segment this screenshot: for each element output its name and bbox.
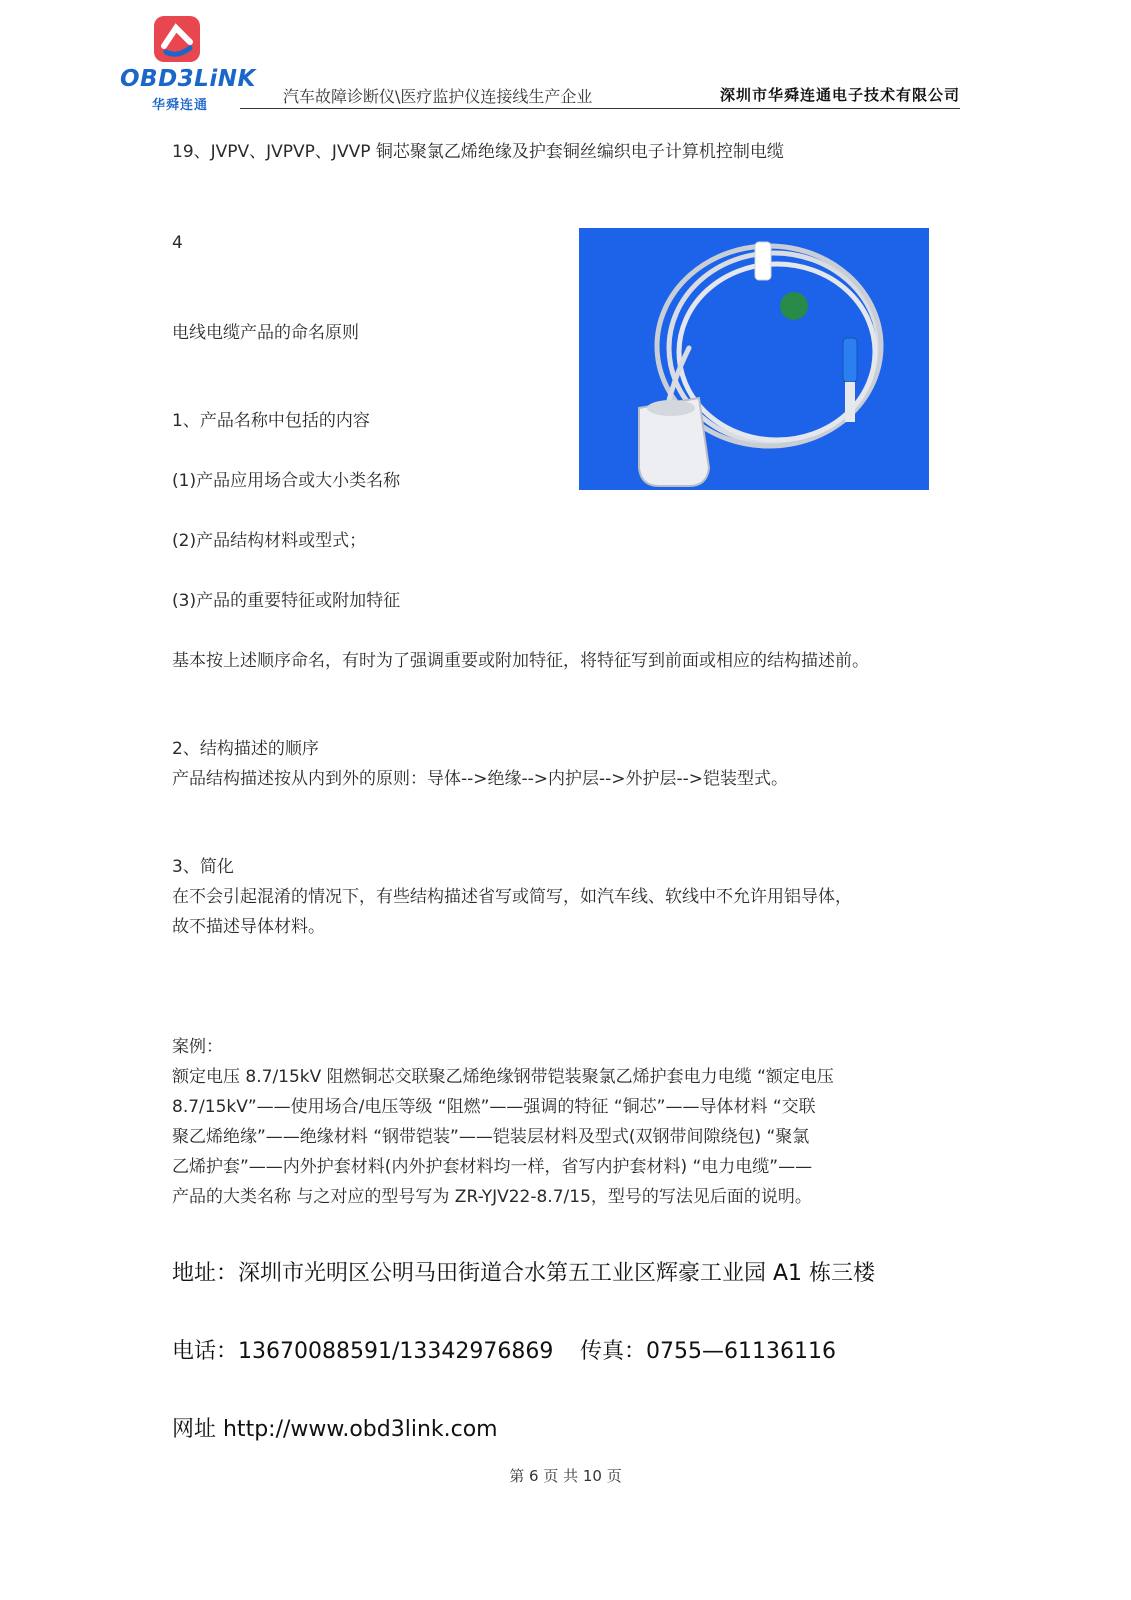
page-number: 第 6 页 共 10 页 xyxy=(509,1467,622,1485)
section-1-heading: 1、产品名称中包括的内容 xyxy=(172,411,370,431)
document-title: 19、JVPV、JVPVP、JVVP 铜芯聚氯乙烯绝缘及护套铜丝编织电子计算机控制电缆 xyxy=(172,142,784,162)
section-1-summary: 基本按上述顺序命名，有时为了强调重要或附加特征，将特征写到前面或相应的结构描述前。 xyxy=(172,651,869,671)
list-item: (1)产品应用场合或大小类名称 xyxy=(172,471,401,491)
section-2-heading: 2、结构描述的顺序 xyxy=(172,739,319,759)
contact-address: 地址：深圳市光明区公明马田街道合水第五工业区辉豪工业园 A1 栋三楼 xyxy=(172,1261,876,1286)
cable-product-photo xyxy=(579,228,929,490)
section-number: 4 xyxy=(172,233,183,253)
list-item: (3)产品的重要特征或附加特征 xyxy=(172,591,401,611)
section-3-line: 在不会引起混淆的情况下，有些结构描述省写或简写，如汽车线、软线中不允许用铝导体， xyxy=(172,887,852,907)
header-divider xyxy=(240,108,960,109)
logo-mark-icon xyxy=(152,14,202,64)
contact-phone: 电话：13670088591/13342976869 xyxy=(172,1339,554,1364)
company-logo xyxy=(120,14,256,113)
contact-website[interactable]: 网址 http://www.obd3link.com xyxy=(172,1417,498,1442)
contact-fax: 传真：0755—61136116 xyxy=(580,1339,836,1364)
case-line: 聚乙烯绝缘”——绝缘材料 “钢带铠装”——铠装层材料及型式(双钢带间隙绕包) “聚氯 xyxy=(172,1127,810,1147)
naming-heading: 电线电缆产品的命名原则 xyxy=(172,323,359,343)
logo-chinese-text: 华舜连通 xyxy=(151,98,208,113)
section-3-line: 故不描述导体材料。 xyxy=(172,917,325,937)
case-line: 8.7/15kV”——使用场合/电压等级 “阻燃”——强调的特征 “铜芯”——导体材料 “交联 xyxy=(172,1097,816,1117)
header-company-name: 深圳市华舜连通电子技术有限公司 xyxy=(719,86,960,104)
section-2-body: 产品结构描述按从内到外的原则：导体-->绝缘-->内护层-->外护层-->铠装型式。 xyxy=(172,769,789,789)
section-3-heading: 3、简化 xyxy=(172,857,234,877)
case-heading: 案例： xyxy=(172,1037,223,1057)
header-tagline: 汽车故障诊断仪\医疗监护仪连接线生产企业 xyxy=(283,87,593,106)
logo-brand-text: OBD3LiNK xyxy=(120,66,256,92)
cable-illustration xyxy=(579,228,929,490)
case-line: 乙烯护套”——内外护套材料(内外护套材料均一样，省写内护套材料) “电力电缆”—— xyxy=(172,1157,813,1177)
case-line: 额定电压 8.7/15kV 阻燃铜芯交联聚乙烯绝缘钢带铠装聚氯乙烯护套电力电缆 “额定电压 xyxy=(172,1067,834,1087)
list-item: (2)产品结构材料或型式； xyxy=(172,531,367,551)
case-line: 产品的大类名称 与之对应的型号写为 ZR-YJV22-8.7/15，型号的写法见后面的说明。 xyxy=(172,1187,812,1207)
